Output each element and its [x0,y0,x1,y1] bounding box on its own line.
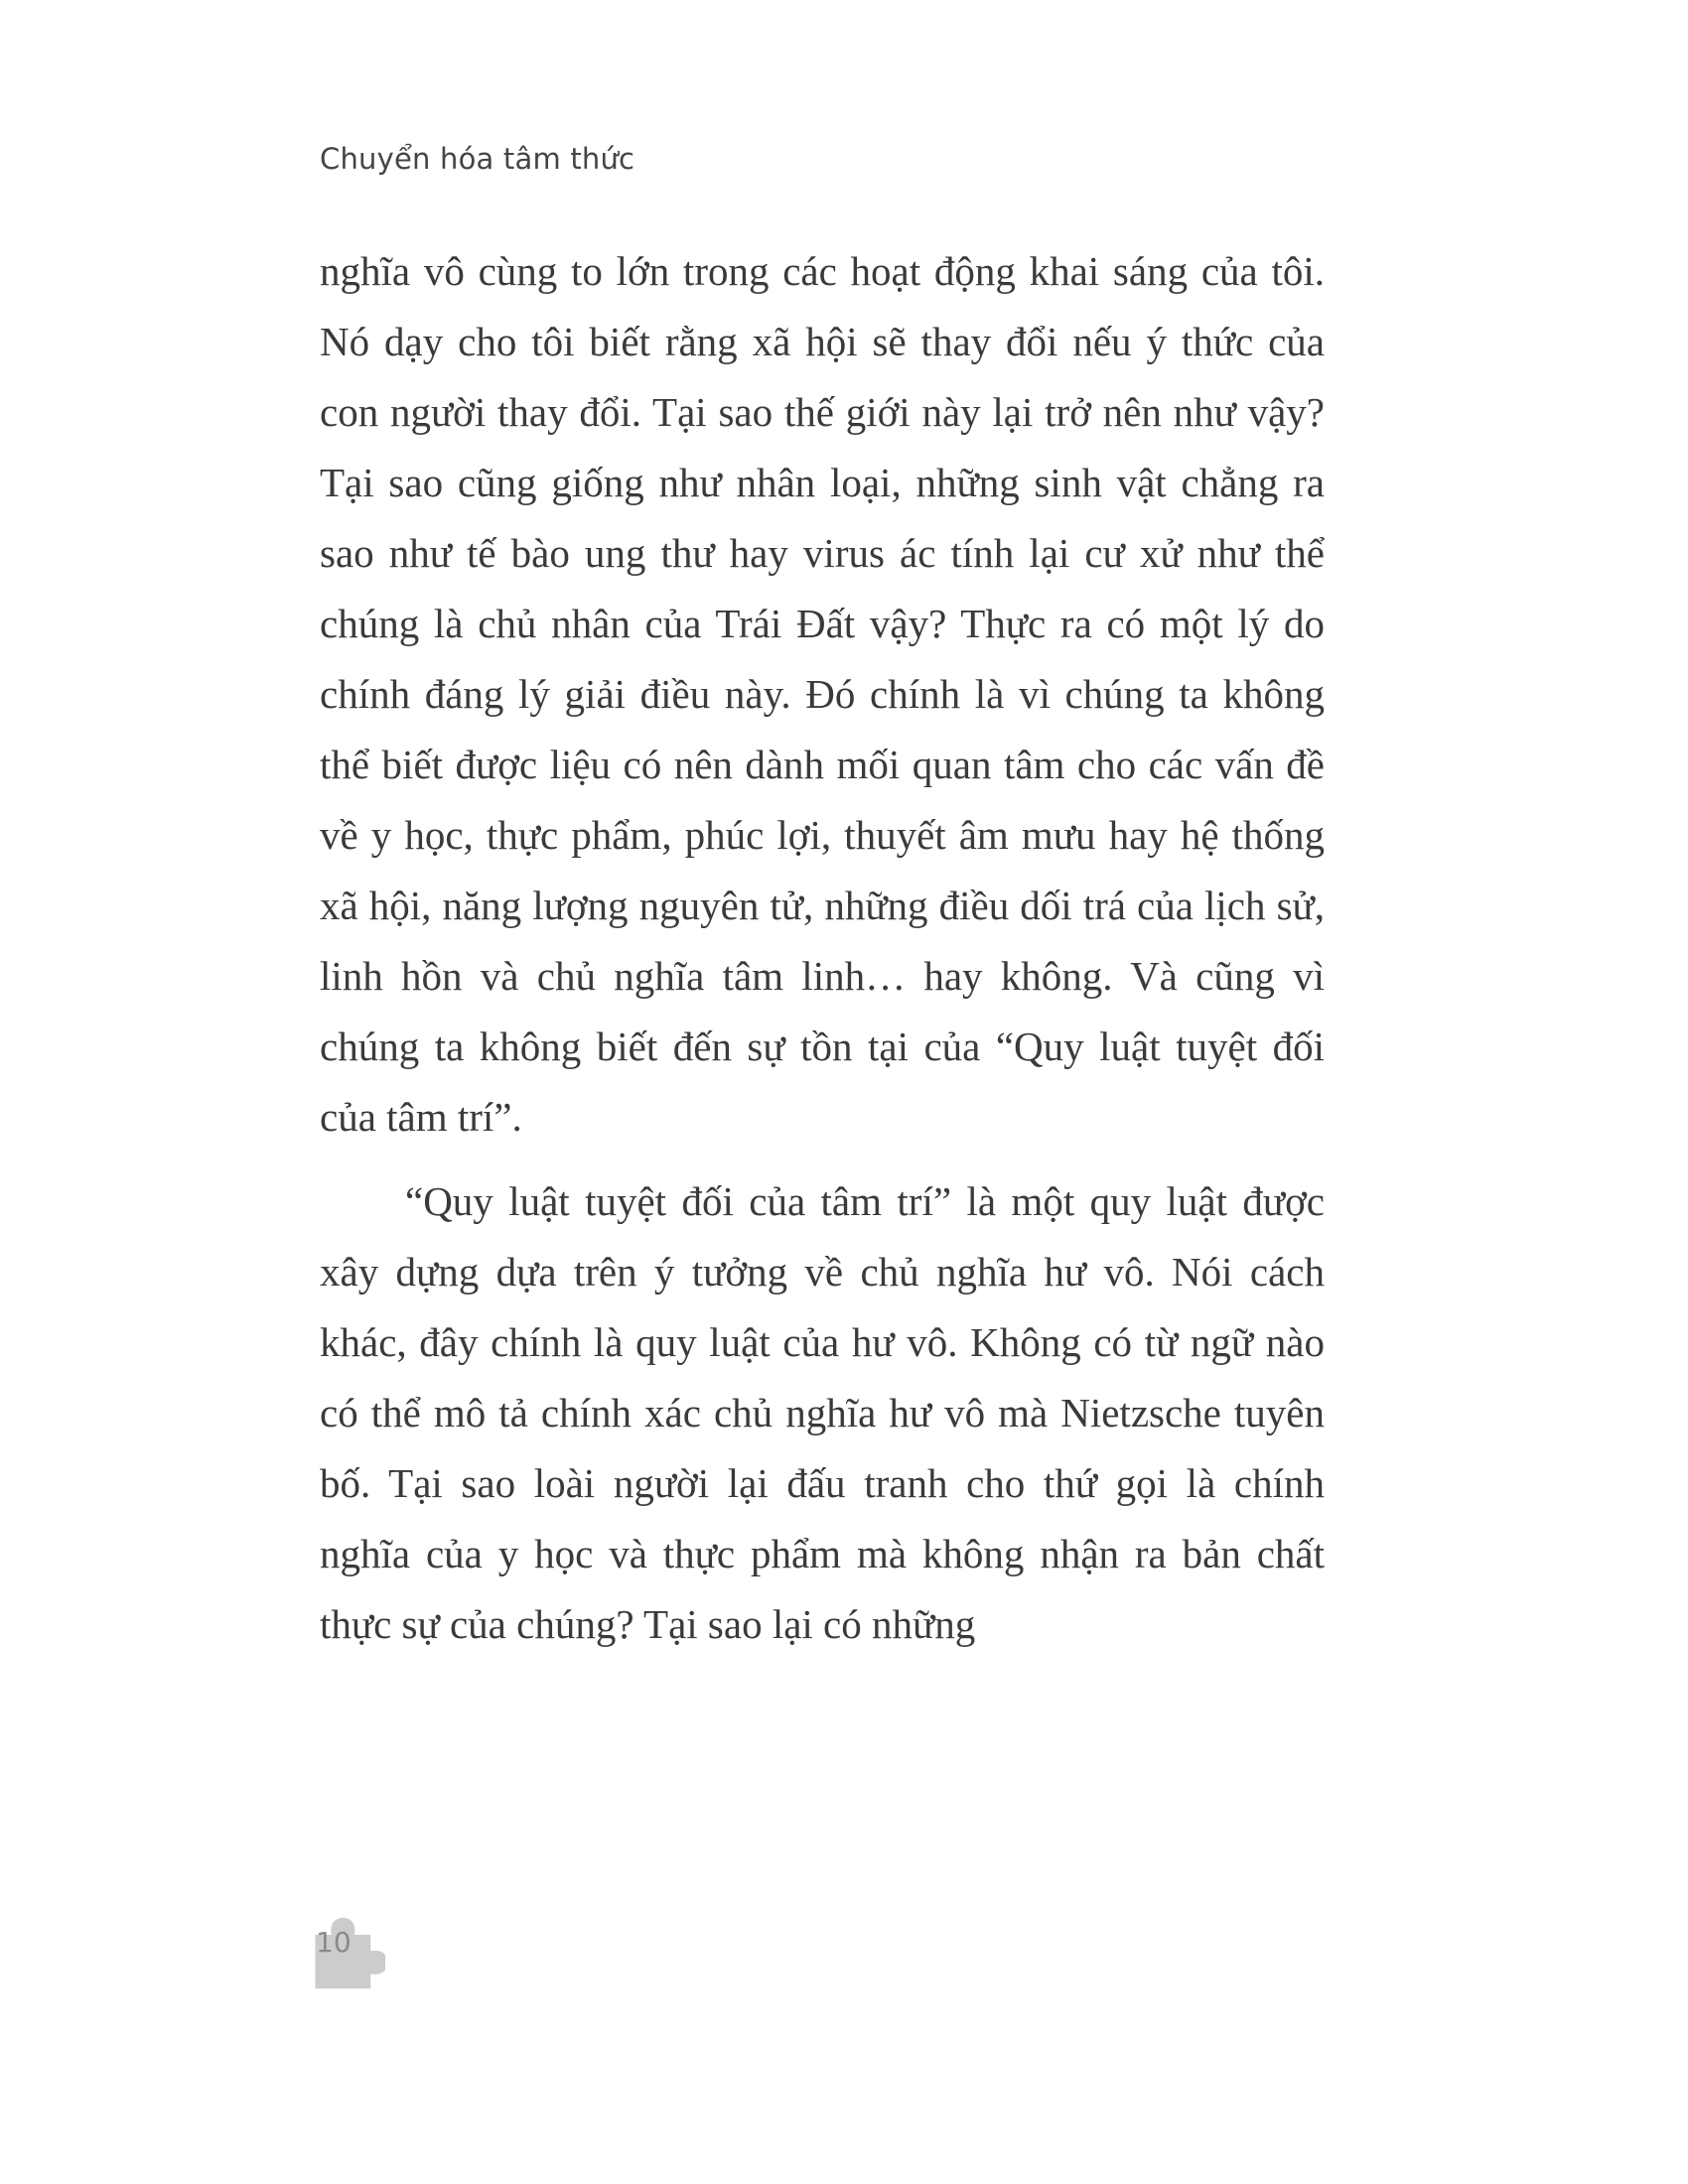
paragraph: nghĩa vô cùng to lớn trong các hoạt động khai sáng của tôi. Nó dạy cho tôi biết rằng xã hội sẽ thay đổi nếu ý thức của con người thay đổi. Tại sao thế giới này lại trở nên như vậy? Tại sao cũng giống như nhân loại, những sinh vật chẳng ra sao như tế bào ung thư hay virus ác tính lại cư xử như thể chúng là chủ nhân của Trái Đất vậy? Thực ra có một lý do chính đáng lý giải điều này. Đó chính là vì chúng ta không thể biết được liệu có nên dành mối quan tâm cho các vấn đề về y học, thực phẩm, phúc lợi, thuyết âm mưu hay hệ thống xã hội, năng lượng nguyên tử, những điều dối trá của lịch sử, linh hồn và chủ nghĩa tâm linh… hay không. Và cũng vì chúng ta không biết đến sự tồn tại của “Quy luật tuyệt đối của tâm trí”. [320,248,1325,1140]
page-footer [294,1904,413,2003]
page-number: 10 [316,1926,352,1959]
paragraph: “Quy luật tuyệt đối của tâm trí” là một quy luật được xây dựng dựa trên ý tưởng về chủ nghĩa hư vô. Nói cách khác, đây chính là quy luật của hư vô. Không có từ ngữ nào có thể mô tả chính xác chủ nghĩa hư vô mà Nietzsche tuyên bố. Tại sao loài người lại đấu tranh cho thứ gọi là chính nghĩa của y học và thực phẩm mà không nhận ra bản chất thực sự của chúng? Tại sao lại có những [320,1178,1325,1647]
body-text [320,236,1325,1660]
running-header: Chuyển hóa tâm thức [320,142,635,176]
